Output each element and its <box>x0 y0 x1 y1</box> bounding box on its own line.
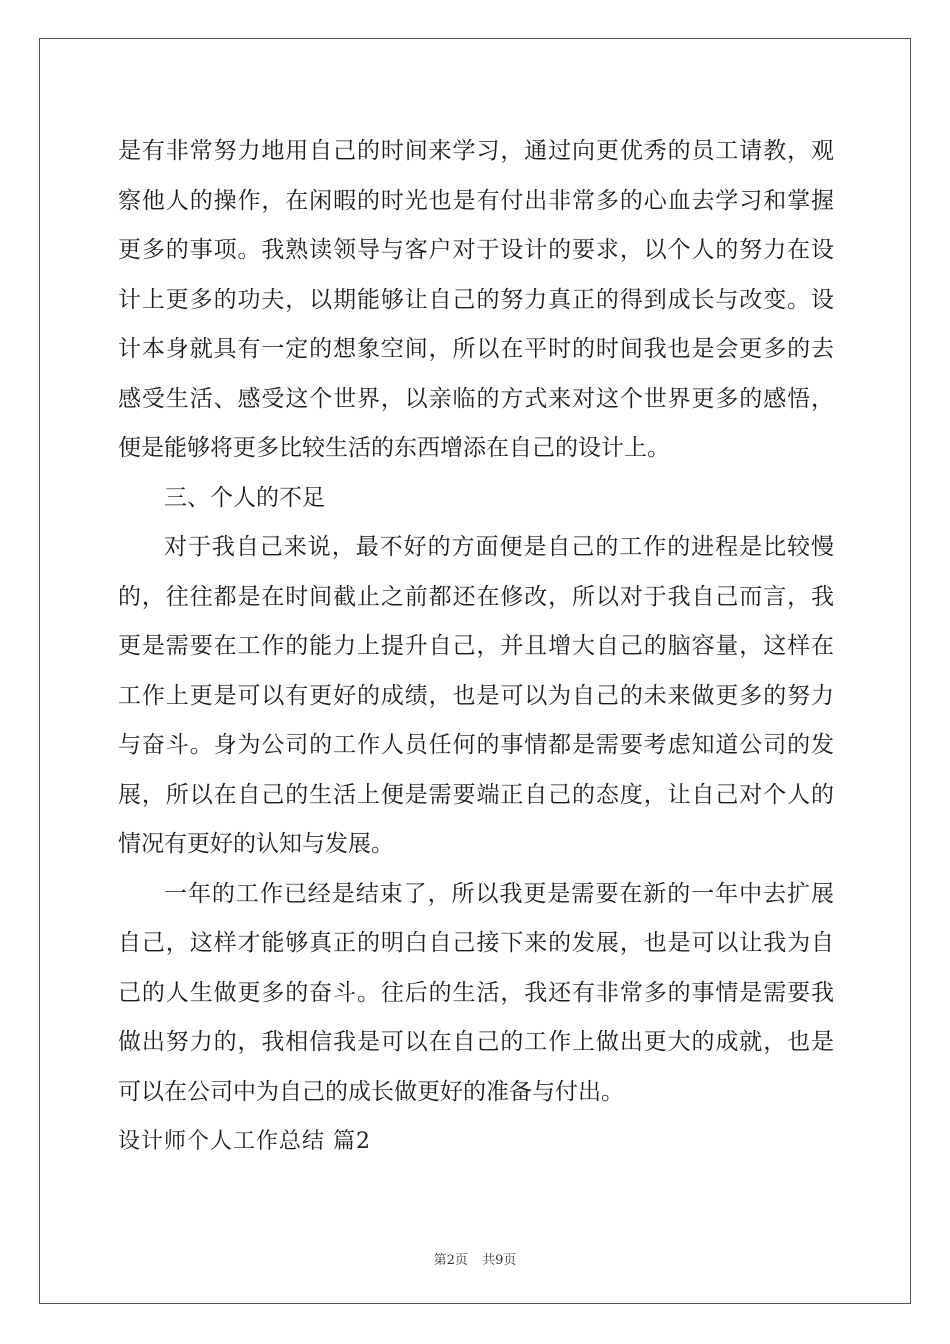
text-line: 对于我自己来说，最不好的方面便是自己的工作的进程是比较慢 <box>164 534 834 560</box>
text-line: 工作上更是可以有更好的成绩，也是可以为自己的未来做更多的努力 <box>118 682 834 709</box>
text-line: 是有非常努力地用自己的时间来学习，通过向更优秀的员工请教，观 <box>118 138 834 164</box>
text-line: 展，所以在自己的生活上便是需要端正自己的态度，让自己对个人的 <box>118 781 834 808</box>
page-number: 第2页 <box>433 1253 468 1268</box>
page-footer <box>0 1249 950 1268</box>
text-line: 察他人的操作，在闲暇的时光也是有付出非常多的心血去学习和掌握 <box>118 187 834 214</box>
text-line: 可以在公司中为自己的成长做更好的准备与付出。 <box>118 1078 624 1105</box>
text-line: 的，往往都是在时间截止之前都还在修改，所以对于我自己而言，我 <box>118 583 834 610</box>
text-line: 做出努力的，我相信我是可以在自己的工作上做出更大的成就，也是 <box>118 1029 834 1055</box>
text-line: 感受生活、感受这个世界，以亲临的方式来对这个世界更多的感悟， <box>118 385 834 412</box>
article-heading: 设计师个人工作总结 篇2 <box>118 1129 371 1154</box>
text-line: 一年的工作已经是结束了，所以我更是需要在新的一年中去扩展 <box>164 880 834 907</box>
text-line: 更是需要在工作的能力上提升自己，并且增大自己的脑容量，这样在 <box>118 633 834 659</box>
text-line: 计本身就具有一定的想象空间，所以在平时的时间我也是会更多的去 <box>118 336 834 362</box>
text-line: 情况有更好的认知与发展。 <box>118 831 394 857</box>
document-body <box>118 127 834 1167</box>
text-line: 更多的事项。我熟读领导与客户对于设计的要求，以个人的努力在设 <box>118 237 834 263</box>
text-line: 己的人生做更多的奋斗。往后的生活，我还有非常多的事情是需要我 <box>118 979 834 1006</box>
text-line: 自己，这样才能够真正的明白自己接下来的发展，也是可以让我为自 <box>118 930 834 956</box>
text-line: 计上更多的功夫，以期能够让自己的努力真正的得到成长与改变。设 <box>118 286 834 313</box>
text-line: 便是能够将更多比较生活的东西增添在自己的设计上。 <box>118 435 670 461</box>
text-line: 与奋斗。身为公司的工作人员任何的事情都是需要考虑知道公司的发 <box>118 732 834 758</box>
page-total: 共9页 <box>482 1253 517 1268</box>
section-heading: 三、个人的不足 <box>164 484 325 511</box>
